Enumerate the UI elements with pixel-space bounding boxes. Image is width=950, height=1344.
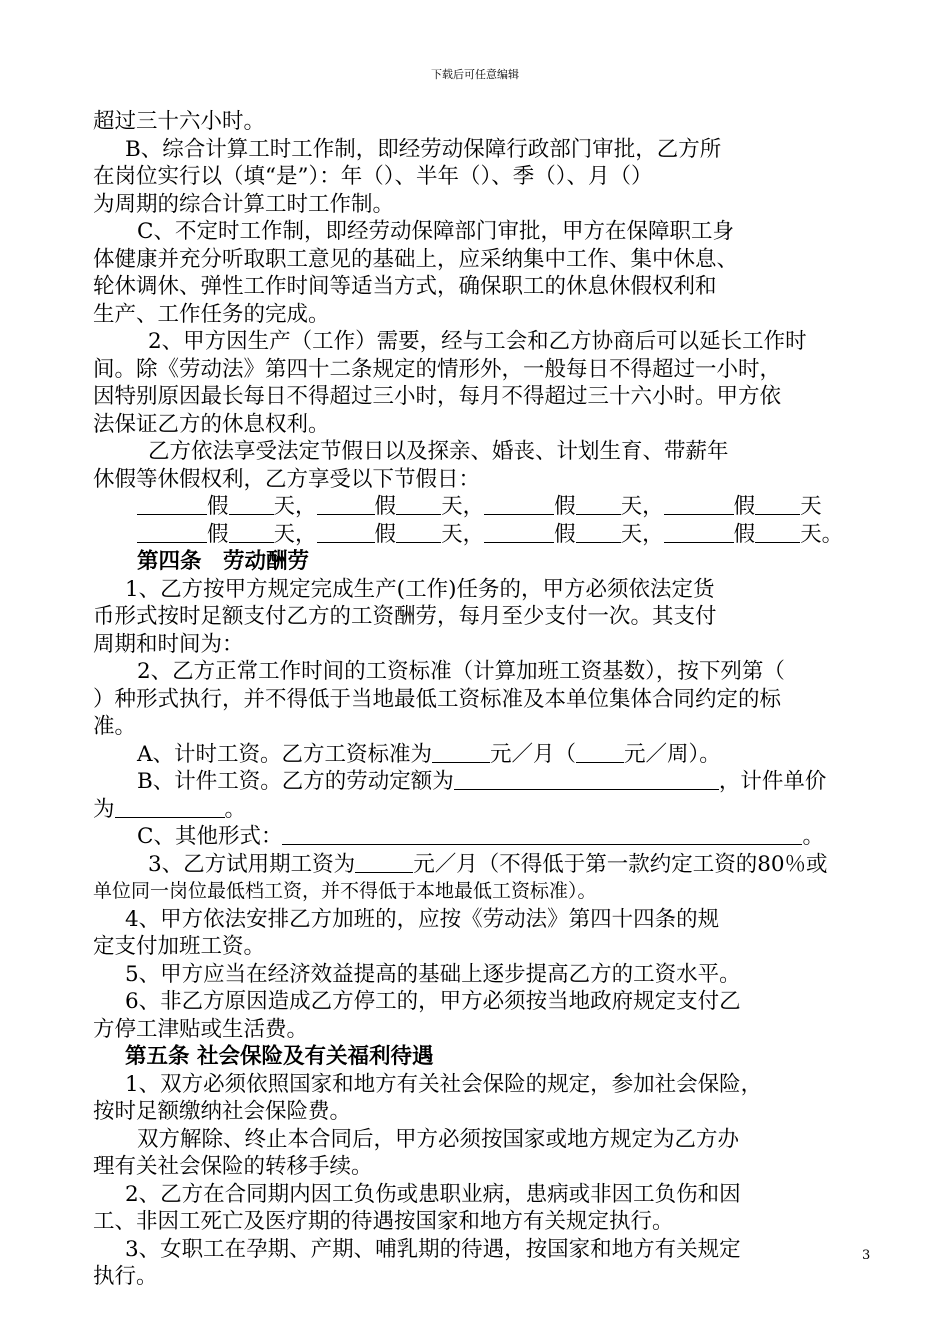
other-form-blank[interactable] bbox=[282, 824, 802, 845]
holiday-days-blank[interactable] bbox=[396, 494, 441, 515]
paragraph-line: 因特别原因最长每日不得超过三小时，每月不得超过三十六小时。甲方依 bbox=[93, 384, 782, 409]
wage-form-b: B、计件工资。乙方的劳动定额为 ，计件单价 bbox=[137, 769, 827, 794]
probation-wage-blank[interactable] bbox=[355, 852, 413, 873]
holiday-days-blank[interactable] bbox=[755, 494, 800, 515]
paragraph-line: 在岗位实行以（填“是”）：年（）、半年（）、季（）、月（） bbox=[93, 164, 653, 189]
paragraph-line: 乙方依法享受法定节假日以及探亲、婚丧、计划生育、带薪年 bbox=[148, 439, 729, 464]
section-heading-5: 第五条 社会保险及有关福利待遇 bbox=[125, 1044, 434, 1069]
holiday-name-blank[interactable] bbox=[484, 494, 554, 515]
paragraph-line: 间。除《劳动法》第四十二条规定的情形外，一般每日不得超过一小时， bbox=[93, 356, 782, 382]
paragraph-line: 2、乙方正常工作时间的工资标准（计算加班工资基数），按下列第（ bbox=[137, 659, 785, 684]
holiday-name-blank[interactable] bbox=[664, 494, 734, 515]
paragraph-line: 双方解除、终止本合同后，甲方必须按国家或地方规定为乙方办 bbox=[137, 1126, 740, 1152]
paragraph-line: 定支付加班工资。 bbox=[93, 934, 266, 959]
section-heading-4: 第四条 劳动酬劳 bbox=[137, 549, 310, 574]
monthly-wage-blank[interactable] bbox=[432, 742, 490, 763]
wage-form-c: C、其他形式： 。 bbox=[137, 824, 824, 849]
paragraph-line: 休假等休假权利，乙方享受以下节假日： bbox=[93, 466, 481, 492]
paragraph-line: 1、双方必须依照国家和地方有关社会保险的规定，参加社会保险， bbox=[125, 1071, 763, 1097]
paragraph-line: 2、甲方因生产（工作）需要，经与工会和乙方协商后可以延长工作时 bbox=[148, 329, 807, 354]
paragraph-line: 3、女职工在孕期、产期、哺乳期的待遇，按国家和地方有关规定 bbox=[125, 1236, 741, 1262]
wage-form-b-cont: 为 。 bbox=[93, 796, 247, 822]
holiday-days-blank[interactable] bbox=[229, 494, 274, 515]
holiday-days-blank[interactable] bbox=[755, 522, 800, 543]
probation-wage-line: 3、乙方试用期工资为 元／月（不得低于第一款约定工资的80％或 bbox=[148, 851, 828, 877]
holiday-days-blank[interactable] bbox=[396, 522, 441, 543]
paragraph-line: 1、乙方按甲方规定完成生产(工作)任务的，甲方必须依法定货 bbox=[125, 576, 715, 602]
paragraph-line: 超过三十六小时。 bbox=[93, 109, 266, 134]
weekly-wage-blank[interactable] bbox=[576, 742, 624, 763]
paragraph-line: 周期和时间为： bbox=[93, 631, 244, 657]
labor-quota-blank[interactable] bbox=[454, 769, 719, 790]
holiday-name-blank[interactable] bbox=[317, 522, 375, 543]
paragraph-line: 6、非乙方原因造成乙方停工的，甲方必须按当地政府规定支付乙 bbox=[125, 989, 741, 1014]
paragraph-line: 准。 bbox=[93, 714, 137, 739]
page-number: 3 bbox=[862, 1248, 871, 1263]
paragraph-line: 4、甲方依法安排乙方加班的，应按《劳动法》第四十四条的规 bbox=[125, 906, 720, 932]
paragraph-line: 2、乙方在合同期内因工负伤或患职业病，患病或非因工负伤和因 bbox=[125, 1181, 741, 1207]
document-body bbox=[93, 108, 885, 1291]
paragraph-line: 轮休调休、弹性工作时间等适当方式，确保职工的休息休假权利和 bbox=[93, 274, 717, 299]
holiday-days-blank[interactable] bbox=[229, 522, 274, 543]
paragraph-line: 币形式按时足额支付乙方的工资酬劳，每月至少支付一次。其支付 bbox=[93, 604, 717, 629]
paragraph-line: 单位同一岗位最低档工资，并不得低于本地最低工资标准）。 bbox=[93, 880, 597, 902]
holiday-blank-row: 假 天， 假 天， 假 天， 假 天 bbox=[93, 493, 885, 521]
paragraph-line: 理有关社会保险的转移手续。 bbox=[93, 1154, 373, 1179]
paragraph-line: 执行。 bbox=[93, 1264, 158, 1289]
page-header: 下载后可任意编辑 bbox=[431, 68, 519, 81]
holiday-days-blank[interactable] bbox=[576, 494, 621, 515]
wage-form-a: A、计时工资。乙方工资标准为 元／月（ 元／周）。 bbox=[137, 741, 721, 767]
holiday-name-blank[interactable] bbox=[317, 494, 375, 515]
paragraph-line: 生产、工作任务的完成。 bbox=[93, 301, 330, 327]
paragraph-line: 5、甲方应当在经济效益提高的基础上逐步提高乙方的工资水平。 bbox=[125, 961, 741, 987]
paragraph-line: 方停工津贴或生活费。 bbox=[93, 1016, 309, 1042]
paragraph-line: 体健康并充分听取职工意见的基础上，应采纳集中工作、集中休息、 bbox=[93, 246, 739, 272]
piece-rate-blank[interactable] bbox=[115, 797, 225, 818]
holiday-name-blank[interactable] bbox=[484, 522, 554, 543]
holiday-blank-row: 假 天， 假 天， 假 天， 假 天。 bbox=[93, 521, 885, 549]
paragraph-line: 为周期的综合计算工时工作制。 bbox=[93, 191, 395, 217]
paragraph-line: B、综合计算工时工作制，即经劳动保障行政部门审批，乙方所 bbox=[125, 136, 722, 162]
holiday-name-blank[interactable] bbox=[137, 522, 207, 543]
holiday-name-blank[interactable] bbox=[137, 494, 207, 515]
paragraph-line: ）种形式执行，并不得低于当地最低工资标准及本单位集体合同约定的标 bbox=[93, 686, 782, 712]
paragraph-line: 法保证乙方的休息权利。 bbox=[93, 411, 330, 437]
paragraph-line: 按时足额缴纳社会保险费。 bbox=[93, 1099, 352, 1124]
paragraph-line: C、不定时工作制，即经劳动保障部门审批，甲方在保障职工身 bbox=[137, 219, 734, 244]
paragraph-line: 工、非因工死亡及医疗期的待遇按国家和地方有关规定执行。 bbox=[93, 1209, 674, 1234]
holiday-name-blank[interactable] bbox=[664, 522, 734, 543]
holiday-days-blank[interactable] bbox=[576, 522, 621, 543]
